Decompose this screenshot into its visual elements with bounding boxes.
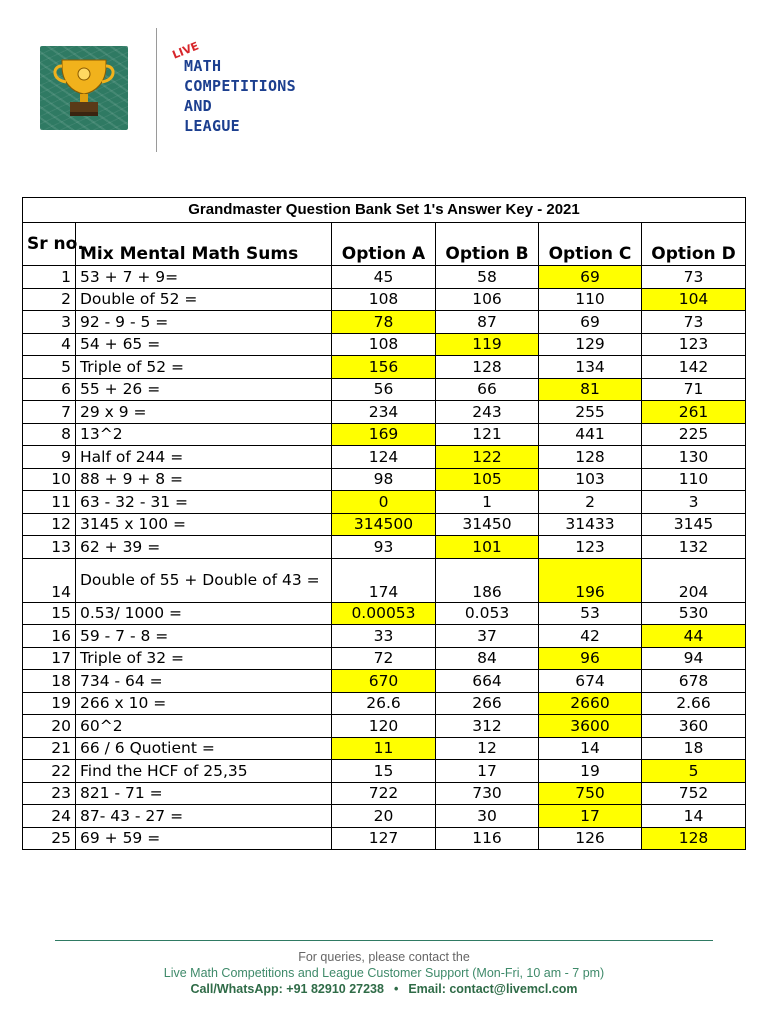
row-option-d: 130 [642, 446, 746, 469]
row-sr-no: 17 [23, 647, 76, 670]
row-option-a-correct: 78 [332, 311, 436, 334]
table-row [23, 446, 746, 469]
footer-email: Email: contact@livemcl.com [408, 982, 578, 996]
table-row [23, 715, 746, 738]
row-option-c: 42 [539, 625, 642, 648]
logo-divider [156, 28, 157, 152]
row-option-b: 312 [436, 715, 539, 738]
row-question: 66 / 6 Quotient = [76, 737, 332, 760]
row-question: 54 + 65 = [76, 333, 332, 356]
row-option-a: 98 [332, 468, 436, 491]
row-option-a: 174 [332, 558, 436, 602]
row-option-a: 124 [332, 446, 436, 469]
footer-phone: Call/WhatsApp: +91 82910 27238 [190, 982, 384, 996]
row-option-b: 12 [436, 737, 539, 760]
row-option-c: 53 [539, 602, 642, 625]
row-question: 13^2 [76, 423, 332, 446]
row-option-a-correct: 0.00053 [332, 602, 436, 625]
row-option-b-correct: 105 [436, 468, 539, 491]
footer-contact-intro: For queries, please contact the [298, 950, 470, 964]
row-option-c-correct: 69 [539, 266, 642, 289]
brand-line: LEAGUE [184, 117, 240, 135]
row-option-a: 234 [332, 401, 436, 424]
row-option-b: 106 [436, 288, 539, 311]
row-sr-no: 18 [23, 670, 76, 693]
row-option-c: 255 [539, 401, 642, 424]
row-sr-no: 1 [23, 266, 76, 289]
row-option-d: 123 [642, 333, 746, 356]
row-option-c: 31433 [539, 513, 642, 536]
row-option-a-correct: 0 [332, 491, 436, 514]
row-question: Double of 55 + Double of 43 = [76, 558, 332, 602]
row-sr-no: 9 [23, 446, 76, 469]
row-question: 59 - 7 - 8 = [76, 625, 332, 648]
row-sr-no: 15 [23, 602, 76, 625]
row-question: 62 + 39 = [76, 536, 332, 559]
brand-line: COMPETITIONS [184, 77, 296, 95]
row-question: 92 - 9 - 5 = [76, 311, 332, 334]
table-row [23, 536, 746, 559]
row-option-c: 110 [539, 288, 642, 311]
row-question: 60^2 [76, 715, 332, 738]
row-option-d: 3 [642, 491, 746, 514]
table-row [23, 401, 746, 424]
row-option-b: 87 [436, 311, 539, 334]
row-option-a: 45 [332, 266, 436, 289]
table-row [23, 647, 746, 670]
header-mix-mental-math-sums: Mix Mental Math Sums [76, 223, 332, 266]
row-question: 63 - 32 - 31 = [76, 491, 332, 514]
row-option-b: 0.053 [436, 602, 539, 625]
row-option-d-correct: 44 [642, 625, 746, 648]
row-option-d: 73 [642, 311, 746, 334]
row-question: 88 + 9 + 8 = [76, 468, 332, 491]
row-question: 821 - 71 = [76, 782, 332, 805]
row-option-c: 134 [539, 356, 642, 379]
answer-rows [23, 266, 746, 850]
row-sr-no: 2 [23, 288, 76, 311]
row-option-c: 128 [539, 446, 642, 469]
row-question: 53 + 7 + 9= [76, 266, 332, 289]
row-option-b: 31450 [436, 513, 539, 536]
row-option-c: 103 [539, 468, 642, 491]
footer-divider [55, 940, 713, 941]
row-option-d: 678 [642, 670, 746, 693]
row-sr-no: 24 [23, 805, 76, 828]
row-option-c: 126 [539, 827, 642, 850]
row-option-b: 243 [436, 401, 539, 424]
row-sr-no: 3 [23, 311, 76, 334]
row-option-c-correct: 750 [539, 782, 642, 805]
table-row [23, 288, 746, 311]
table-row [23, 378, 746, 401]
row-question: Triple of 52 = [76, 356, 332, 379]
row-option-d: 3145 [642, 513, 746, 536]
row-sr-no: 4 [23, 333, 76, 356]
row-option-a: 26.6 [332, 692, 436, 715]
row-option-d: 2.66 [642, 692, 746, 715]
row-question: 55 + 26 = [76, 378, 332, 401]
row-sr-no: 12 [23, 513, 76, 536]
row-option-a-correct: 11 [332, 737, 436, 760]
table-row [23, 491, 746, 514]
row-option-d: 14 [642, 805, 746, 828]
row-option-a: 33 [332, 625, 436, 648]
table-row [23, 311, 746, 334]
row-option-c: 129 [539, 333, 642, 356]
row-question: Half of 244 = [76, 446, 332, 469]
row-option-d: 132 [642, 536, 746, 559]
logo-mark [40, 46, 128, 130]
row-option-d-correct: 261 [642, 401, 746, 424]
row-sr-no: 11 [23, 491, 76, 514]
row-option-a: 15 [332, 760, 436, 783]
row-option-d-correct: 104 [642, 288, 746, 311]
row-sr-no: 19 [23, 692, 76, 715]
header-option-a: Option A [332, 223, 436, 266]
trophy-icon [40, 46, 128, 130]
row-option-d: 110 [642, 468, 746, 491]
row-option-c: 69 [539, 311, 642, 334]
row-sr-no: 7 [23, 401, 76, 424]
row-option-b-correct: 122 [436, 446, 539, 469]
table-row [23, 356, 746, 379]
row-option-a: 127 [332, 827, 436, 850]
table-row [23, 760, 746, 783]
row-option-d-correct: 128 [642, 827, 746, 850]
table-row [23, 827, 746, 850]
header-option-b: Option B [436, 223, 539, 266]
row-option-b: 128 [436, 356, 539, 379]
table-row [23, 625, 746, 648]
row-sr-no: 10 [23, 468, 76, 491]
header-sr-no: Sr no. [23, 223, 76, 266]
row-option-a: 108 [332, 288, 436, 311]
row-sr-no: 6 [23, 378, 76, 401]
row-option-a-correct: 156 [332, 356, 436, 379]
row-option-a: 72 [332, 647, 436, 670]
row-option-d-correct: 5 [642, 760, 746, 783]
row-option-c: 19 [539, 760, 642, 783]
row-question: Double of 52 = [76, 288, 332, 311]
table-row [23, 805, 746, 828]
footer-support-hours: Live Math Competitions and League Customer Support (Mon-Fri, 10 am - 7 pm) [163, 966, 605, 980]
row-option-d: 360 [642, 715, 746, 738]
answer-key-table [22, 197, 746, 850]
footer-separator: • [393, 982, 399, 996]
row-sr-no: 23 [23, 782, 76, 805]
header-option-c: Option C [539, 223, 642, 266]
row-option-d: 142 [642, 356, 746, 379]
row-option-b: 121 [436, 423, 539, 446]
row-option-d: 71 [642, 378, 746, 401]
row-option-a: 93 [332, 536, 436, 559]
row-option-d: 18 [642, 737, 746, 760]
row-option-c: 14 [539, 737, 642, 760]
row-option-a-correct: 169 [332, 423, 436, 446]
table-row [23, 782, 746, 805]
row-sr-no: 25 [23, 827, 76, 850]
row-option-b: 664 [436, 670, 539, 693]
row-option-b-correct: 119 [436, 333, 539, 356]
row-option-a: 108 [332, 333, 436, 356]
row-option-d: 204 [642, 558, 746, 602]
row-option-b-correct: 101 [436, 536, 539, 559]
table-row [23, 692, 746, 715]
row-option-c-correct: 17 [539, 805, 642, 828]
row-option-c-correct: 81 [539, 378, 642, 401]
row-sr-no: 20 [23, 715, 76, 738]
row-option-d: 73 [642, 266, 746, 289]
row-option-b: 37 [436, 625, 539, 648]
row-option-b: 58 [436, 266, 539, 289]
row-question: 3145 x 100 = [76, 513, 332, 536]
row-question: 266 x 10 = [76, 692, 332, 715]
row-option-c: 123 [539, 536, 642, 559]
row-option-b: 66 [436, 378, 539, 401]
brand-line: AND [184, 97, 212, 115]
row-option-c-correct: 96 [539, 647, 642, 670]
row-option-b: 730 [436, 782, 539, 805]
brand-line: MATH [184, 57, 222, 75]
table-row [23, 266, 746, 289]
footer-contact-details [0, 982, 768, 996]
row-option-a: 120 [332, 715, 436, 738]
row-question: 87- 43 - 27 = [76, 805, 332, 828]
row-question: 0.53/ 1000 = [76, 602, 332, 625]
table-row [23, 737, 746, 760]
table-row [23, 423, 746, 446]
row-sr-no: 22 [23, 760, 76, 783]
table-row [23, 602, 746, 625]
row-option-a-correct: 314500 [332, 513, 436, 536]
table-row [23, 558, 746, 602]
row-sr-no: 21 [23, 737, 76, 760]
table-row [23, 468, 746, 491]
row-option-a-correct: 670 [332, 670, 436, 693]
row-option-c-correct: 196 [539, 558, 642, 602]
row-question: Triple of 32 = [76, 647, 332, 670]
row-option-d: 752 [642, 782, 746, 805]
row-sr-no: 5 [23, 356, 76, 379]
row-option-a: 56 [332, 378, 436, 401]
table-title: Grandmaster Question Bank Set 1's Answer Key - 2021 [23, 198, 746, 223]
row-option-d: 225 [642, 423, 746, 446]
row-option-b: 30 [436, 805, 539, 828]
row-option-c: 674 [539, 670, 642, 693]
row-option-b: 266 [436, 692, 539, 715]
row-option-a: 722 [332, 782, 436, 805]
row-option-d: 530 [642, 602, 746, 625]
row-question: 29 x 9 = [76, 401, 332, 424]
table-row [23, 333, 746, 356]
row-option-c: 2 [539, 491, 642, 514]
row-option-b: 1 [436, 491, 539, 514]
row-option-b: 116 [436, 827, 539, 850]
row-question: 69 + 59 = [76, 827, 332, 850]
row-sr-no: 13 [23, 536, 76, 559]
row-sr-no: 8 [23, 423, 76, 446]
row-option-a: 20 [332, 805, 436, 828]
row-sr-no: 14 [23, 558, 76, 602]
row-option-b: 84 [436, 647, 539, 670]
row-question: Find the HCF of 25,35 [76, 760, 332, 783]
row-option-b: 186 [436, 558, 539, 602]
table-row [23, 670, 746, 693]
header-option-d: Option D [642, 223, 746, 266]
brand-wordmark [184, 56, 296, 136]
table-row [23, 513, 746, 536]
brand-live-label: LIVE [170, 39, 201, 62]
row-option-c-correct: 3600 [539, 715, 642, 738]
row-option-c-correct: 2660 [539, 692, 642, 715]
row-option-d: 94 [642, 647, 746, 670]
row-option-b: 17 [436, 760, 539, 783]
row-option-c: 441 [539, 423, 642, 446]
row-question: 734 - 64 = [76, 670, 332, 693]
row-sr-no: 16 [23, 625, 76, 648]
